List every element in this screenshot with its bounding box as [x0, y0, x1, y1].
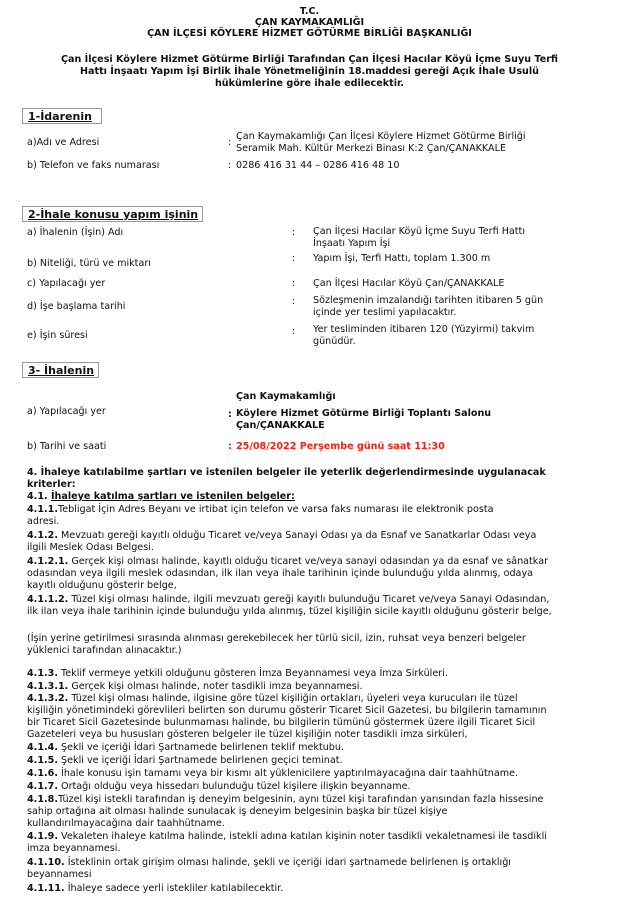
p-4-1-1-2-cont: ilk ilan veya ihale tarihinin içinde bulunduğu yılda alınmış, tüzel kişiliğin sicile kayıtlı olduğunu gösterir belge, — [27, 606, 552, 617]
intro-line-3: hükümlerine göre ihale edilecektir. — [214, 78, 405, 89]
section-1-title: 1-İdarenin — [22, 108, 102, 124]
p-4-1-5: 4.1.5. Şekli ve içeriği İdari Şartnamede belirlenen geçici teminat. — [27, 755, 343, 766]
s2-d-sep: : — [292, 296, 296, 307]
p-4-1-11: 4.1.11. İhaleye sadece yerli istekliler katılabilecektir. — [27, 883, 284, 894]
p-4-1-6: 4.1.6. İhale konusu işin tamamı veya bir kısmı alt yüklenicilere yaptırılmayacağına dair taahhütname. — [27, 768, 519, 779]
p-4-1-3-2-cont3: Gazeteleri veya bu hususları gösteren belgeler ile tüzel kişiliğin noter tasdikli imza sirküleri, — [27, 729, 468, 740]
p-4-1-7: 4.1.7. Ortağı olduğu veya hissedarı bulunduğu tüzel kişilere ilişkin beyanname. — [27, 781, 411, 792]
s1-a-value-1: Çan Kaymakamlığı Çan İlçesi Köylere Hizmet Götürme Birliği — [236, 131, 526, 142]
s3-a-value-1: Köylere Hizmet Götürme Birliği Toplantı Salonu — [236, 408, 492, 419]
s2-e-label: e) İşin süresi — [27, 330, 88, 341]
s2-e-sep: : — [292, 326, 296, 337]
s3-b-value: 25/08/2022 Perşembe günü saat 11:30 — [236, 441, 445, 452]
s2-b-label: b) Niteliği, türü ve miktarı — [27, 258, 151, 269]
p-4-1-10: 4.1.10. İsteklinin ortak girişim olması halinde, şekli ve içeriği idari şartnamede belirlenen iş ortaklığı — [27, 857, 511, 868]
note-line-2: yüklenici tarafından alınacaktır.) — [27, 645, 182, 656]
s2-c-value: Çan İlçesi Hacılar Köyü Çan/ÇANAKKALE — [313, 278, 505, 289]
p-4-1-9: 4.1.9. Vekaleten ihaleye katılma halinde, istekli adına katılan kişinin noter tasdikli vekaletnamesi ile tasdikli — [27, 831, 547, 842]
p-4-1-2-1-cont: odasından veya ilgili meslek odasından, ilk ilan veya ihale tarihinin içinde bulunduğu yılda alınmış, odaya — [27, 568, 533, 579]
s4-heading-1: 4. İhaleye katılabilme şartları ve istenilen belgeler ile yeterlik değerlendirmesinde uygulanacak — [27, 467, 546, 478]
s2-e-value-2: günüdür. — [313, 336, 356, 347]
s2-b-sep: : — [292, 253, 296, 264]
p-4-1-1: 4.1.1.Tebligat İçin Adres Beyanı ve irtibat için telefon ve varsa faks numarası ile elektronik posta — [27, 504, 494, 515]
s1-b-sep: : — [228, 160, 232, 171]
s1-a-label: a)Adı ve Adresi — [27, 137, 100, 148]
s2-a-sep: : — [292, 227, 296, 238]
p-4-1-3-2: 4.1.3.2. Tüzel kişi olması halinde, ilgisine göre tüzel kişiliğin ortakları, üyeleri veya kurucuları ile tüzel — [27, 693, 518, 704]
header-birlik: ÇAN İLÇESİ KÖYLERE HİZMET GÖTÜRME BİRLİĞİ BAŞKANLIĞI — [147, 28, 472, 39]
p-4-1-3-1: 4.1.3.1. Gerçek kişi olması halinde, noter tasdikli imza beyannamesi. — [27, 681, 363, 692]
p-4-1-3-2-cont: kişiliğin yönetimindeki görevlileri belirten son durumu gösterir Ticaret Sicil Gazetesi, bu bilgilerin tamamının — [27, 705, 547, 716]
s3-a-label: a) Yapılacağı yer — [27, 406, 106, 417]
s1-b-label: b) Telefon ve faks numarası — [27, 160, 160, 171]
s2-b-value: Yapım İşi, Terfi Hattı, toplam 1.300 m — [313, 253, 491, 264]
p-4-1-3: 4.1.3. Teklif vermeye yetkili olduğunu gösteren İmza Beyannamesi veya İmza Sirküleri. — [27, 668, 448, 679]
s3-place-head: Çan Kaymakamlığı — [236, 391, 336, 402]
p-4-1-2-1-cont2: kayıtlı olduğunu gösterir belge, — [27, 580, 177, 591]
s3-a-sep: : — [228, 409, 232, 420]
s2-a-value-2: İnşaatı Yapım İşi — [313, 238, 391, 249]
s3-b-label: b) Tarihi ve saati — [27, 441, 107, 452]
s3-a-value-2: Çan/ÇANAKKALE — [236, 420, 325, 431]
p-4-1-2-cont: ilgili Meslek Odası Belgesi. — [27, 542, 154, 553]
section-3-title: 3- İhalenin — [22, 362, 99, 378]
p-4-1-8-cont: sahip ortağına ait olması halinde sunulacak iş deneyim belgesinin başka bir tüzel kişiye — [27, 806, 448, 817]
header-tc: T.C. — [299, 6, 320, 17]
note-line-1: (İşin yerine getirilmesi sırasında alınması gerekebilecek her türlü sicil, izin, ruhsat veya benzeri belgeler — [27, 633, 526, 644]
s4-subheading: 4.1. İhaleye katılma şartları ve istenilen belgeler: — [27, 491, 295, 502]
p-4-1-2: 4.1.2. Mevzuatı gereği kayıtlı olduğu Ticaret ve/veya Sanayi Odası ya da Esnaf ve Sanatkarlar Odası veya — [27, 530, 537, 541]
s3-b-sep: : — [228, 441, 232, 452]
s2-e-value-1: Yer tesliminden itibaren 120 (Yüzyirmi) takvim — [313, 324, 535, 335]
p-4-1-3-2-cont2: bir Ticaret Sicil Gazetesinde bulunmaması halinde, bu bilgilerin tümünü göstermek üzere ilgili Ticaret Sicil — [27, 717, 536, 728]
s2-c-label: c) Yapılacağı yer — [27, 278, 106, 289]
s2-d-value-2: içinde yer teslimi yapılacaktır. — [313, 307, 457, 318]
p-4-1-4: 4.1.4. Şekli ve içeriği İdari Şartnamede belirlenen teklif mektubu. — [27, 742, 345, 753]
s2-a-value-1: Çan İlçesi Hacılar Köyü İçme Suyu Terfi Hattı — [313, 226, 525, 237]
s2-c-sep: : — [292, 278, 296, 289]
p-4-1-10-cont: beyannamesi — [27, 869, 92, 880]
s1-a-sep: : — [228, 137, 232, 148]
p-4-1-8: 4.1.8.Tüzel kişi istekli tarafından iş deneyim belgesinin, aynı tüzel kişi tarafından yarısından fazla hissesine — [27, 794, 544, 805]
header-kaymakamlik: ÇAN KAYMAKAMLIĞI — [254, 17, 365, 28]
p-4-1-2-1: 4.1.2.1. Gerçek kişi olması halinde, kayıtlı olduğu ticaret ve/veya sanayi odasından ya da esnaf ve sânatkar — [27, 556, 549, 567]
s1-b-value: 0286 416 31 44 – 0286 416 48 10 — [236, 160, 400, 171]
p-4-1-1-2: 4.1.1.2. Tüzel kişi olması halinde, ilgili mevzuatı gereği kayıtlı bulunduğu Ticaret ve/veya Sanayi Odasından, — [27, 594, 550, 605]
intro-line-1: Çan İlçesi Köylere Hizmet Götürme Birliği Tarafından Çan İlçesi Hacılar Köyü İçme Suyu Terfi — [60, 54, 559, 65]
section-2-title: 2-İhale konusu yapım işinin — [22, 206, 203, 222]
p-4-1-1-cont: adresi. — [27, 516, 60, 527]
p-4-1-9-cont: imza beyannamesi. — [27, 843, 121, 854]
s2-a-label: a) İhalenin (İşin) Adı — [27, 227, 124, 238]
s4-heading-2: kriterler: — [27, 479, 76, 490]
s1-a-value-2: Seramik Mah. Kültür Merkezi Binası K:2 Çan/ÇANAKKALE — [236, 143, 507, 154]
s2-d-value-1: Sözleşmenin imzalandığı tarihten itibaren 5 gün — [313, 295, 544, 306]
s2-d-label: d) İşe başlama tarihi — [27, 301, 126, 312]
intro-line-2: Hattı İnşaatı Yapım İşi Birlik İhale Yönetmeliğinin 18.maddesi gereği Açık İhale Usulü — [80, 66, 539, 77]
p-4-1-8-cont2: kullandırılmayacağına dair taahhütname. — [27, 818, 225, 829]
